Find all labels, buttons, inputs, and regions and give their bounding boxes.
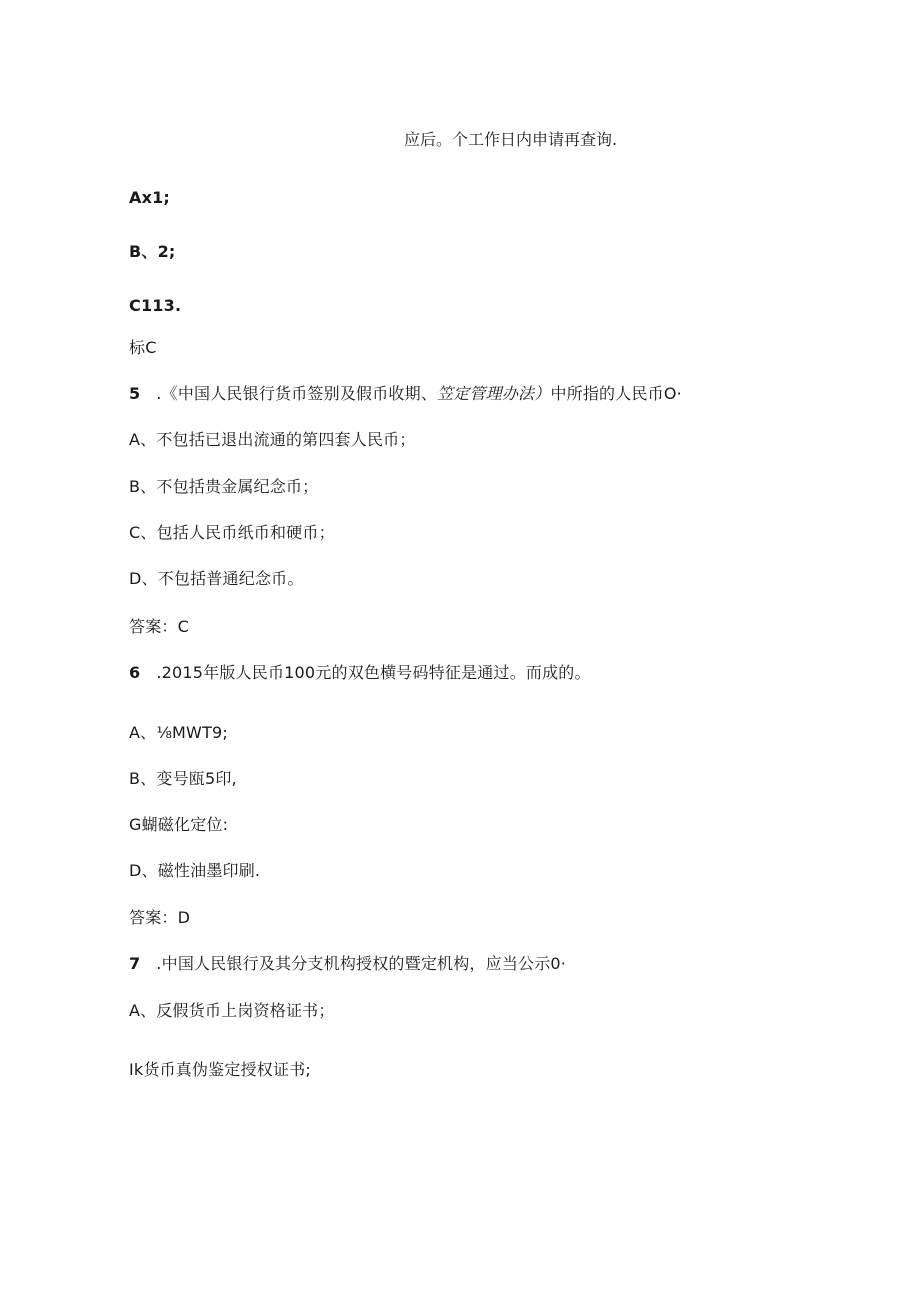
question-5-option-a: A、不包括已退出流通的第四套人民币； <box>129 430 416 449</box>
question-6-text: .2015年版人民币100元的双色横号码特征是通过。而成的。 <box>156 663 591 682</box>
question-6-number: 6 <box>129 663 141 682</box>
question-5-answer: 答案：C <box>129 617 189 636</box>
question-5-option-b: B、不包括贵金属纪念币； <box>129 477 319 496</box>
question-6-answer: 答案：D <box>129 908 191 927</box>
option-c-prev: C113. <box>129 296 182 315</box>
question-5-text-start: .《中国人民银行货币签别及假币收期、 <box>156 384 438 403</box>
question-7-text: .中国人民银行及其分支机构授权的暨定机构，应当公示0· <box>156 954 567 973</box>
question-5-text-italic: 笠定管理办法） <box>437 384 551 403</box>
question-5-number: 5 <box>129 384 141 403</box>
question-7-option-b: Ik货币真伪鉴定授权证书; <box>129 1060 311 1079</box>
question-7-option-a: A、反假货币上岗资格证书； <box>129 1001 335 1020</box>
question-6-option-a: A、⅛MWT9; <box>129 723 229 742</box>
continuation-text: 应后。个工作日内申请再查询. <box>404 130 618 149</box>
answer-prev: 标C <box>129 338 157 357</box>
question-5-option-d: D、不包括普通纪念币。 <box>129 569 304 588</box>
question-7-number: 7 <box>129 954 141 973</box>
question-6-option-b: B、变号瓯5印, <box>129 769 237 788</box>
option-b-prev: B、2; <box>129 242 176 261</box>
question-5-text-end: 中所指的人民币O· <box>550 384 682 403</box>
option-a-prev: Ax1; <box>129 188 171 207</box>
question-6 <box>129 663 591 683</box>
question-7 <box>129 954 566 974</box>
question-6-option-d: D、磁性油墨印刷. <box>129 861 261 880</box>
question-5-option-c: C、包括人民币纸币和硬币； <box>129 523 335 542</box>
question-6-option-c: G蝴磁化定位: <box>129 815 229 834</box>
question-5 <box>129 384 682 404</box>
